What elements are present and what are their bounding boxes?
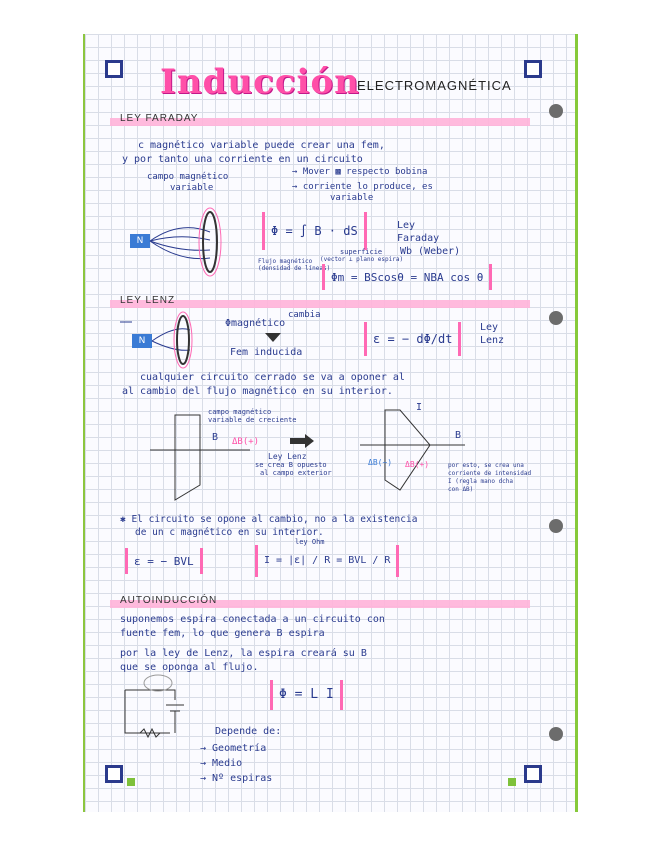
- faraday-arrow2-line2: variable: [330, 193, 374, 203]
- b-vector-label-2: B: [455, 430, 462, 441]
- emf-equation: ε = − dΦ/dt: [373, 332, 453, 346]
- ley-lenz-line1: Ley Lenz: [268, 452, 307, 461]
- ley-lenz-line2: se crea B opuesto: [255, 461, 327, 469]
- flux-note-line2: (densidad de líneas): [258, 265, 331, 272]
- superficie-label-line2: (vector ⊥ plano espira): [320, 256, 404, 263]
- page-title: Inducción: [160, 62, 360, 102]
- depende-item-medio: → Medio: [200, 758, 243, 769]
- diagram-campo-line1: campo magnético: [208, 408, 272, 416]
- current-i-label: I: [416, 402, 423, 413]
- cambia-text: cambia: [288, 310, 321, 320]
- auto-line3: por la ley de Lenz, la espira creará su B: [120, 648, 367, 659]
- superficie-label-line1: superficie: [340, 248, 383, 256]
- auto-line2: fuente fem, lo que genera B espira: [120, 628, 325, 639]
- fem-inducida-text: Fem inducida: [230, 347, 303, 358]
- right-note-line2: corriente de intensidad: [448, 470, 532, 477]
- lenz-ley-label-line2: Lenz: [480, 335, 505, 346]
- right-note-line1: por esto, se crea una: [448, 462, 524, 469]
- current-equation: I = |ε| / R = BVL / R: [264, 555, 391, 566]
- right-note-line4: con ΔB): [448, 486, 474, 493]
- autoinduccion-equation: Φ = L I: [279, 687, 334, 702]
- magnet-icon-lenz: N: [132, 334, 152, 348]
- page-subtitle: ELECTROMAGNÉTICA: [357, 78, 512, 93]
- weber-unit: Wb (Weber): [400, 246, 461, 257]
- right-note-line3: I (regla mano dcha: [448, 478, 514, 485]
- star-note-line2: de un c magnético en su interior.: [135, 527, 324, 538]
- section-heading-autoinduccion: AUTOINDUCCIÓN: [120, 595, 218, 606]
- star-note-line1: ✱ El circuito se opone al cambio, no a la existencia: [120, 514, 418, 525]
- ley-lenz-line3: al campo exterior: [260, 469, 332, 477]
- faraday-ley-label-line1: Ley: [397, 220, 416, 231]
- phi-equation: Φ = ∫ B · dS: [271, 224, 358, 238]
- delta-b-plus-2: ΔB(+): [405, 460, 430, 469]
- section-heading-lenz: LEY LENZ: [120, 295, 176, 306]
- lenz-ley-label-line1: Ley: [480, 322, 499, 333]
- lenz-note-line1: cualquier circuito cerrado se va a oponer al: [140, 372, 405, 383]
- ley-ohm-label: ley Ohm: [295, 538, 325, 546]
- auto-line1: suponemos espira conectada a un circuito con: [120, 614, 385, 625]
- campo-label-line1: campo magnético: [147, 172, 229, 182]
- flux-note-line1: Flujo magnético: [258, 258, 313, 265]
- faraday-note-line2: y por tanto una corriente en un circuito: [122, 154, 363, 165]
- faraday-ley-label-line2: Faraday: [397, 233, 440, 244]
- autoinduccion-equation-box: [270, 680, 343, 710]
- faraday-note-line1: c magnético variable puede crear una fem,: [138, 140, 385, 151]
- b-vector-label: B: [212, 432, 219, 443]
- depende-item-espiras: → Nº espiras: [200, 773, 273, 784]
- phi-m-equation: Φm = BScosθ = NBA cos θ: [331, 271, 484, 284]
- emf-bvl-equation: ε = − BVL: [134, 555, 194, 568]
- depende-label: Depende de:: [215, 726, 282, 737]
- lenz-note-line2: al cambio del flujo magnético en su interior.: [122, 386, 393, 397]
- depende-item-geometria: → Geometría: [200, 743, 267, 754]
- campo-label-line2: variable: [170, 183, 214, 193]
- section-heading-faraday: LEY FARADAY: [120, 113, 199, 124]
- auto-line4: que se oponga al flujo.: [120, 662, 259, 673]
- flujo-text: Φmagnético: [225, 318, 286, 329]
- delta-b-plus: ΔB(+): [232, 437, 260, 447]
- magnet-icon: N: [130, 234, 150, 248]
- delta-b-minus: ΔB(−): [368, 458, 393, 467]
- faraday-arrow2-line1: → corriente lo produce, es: [292, 182, 433, 192]
- diagram-campo-line2: variable de creciente: [208, 416, 297, 424]
- faraday-arrow1: → Mover ▩ respecto bobina: [292, 167, 428, 177]
